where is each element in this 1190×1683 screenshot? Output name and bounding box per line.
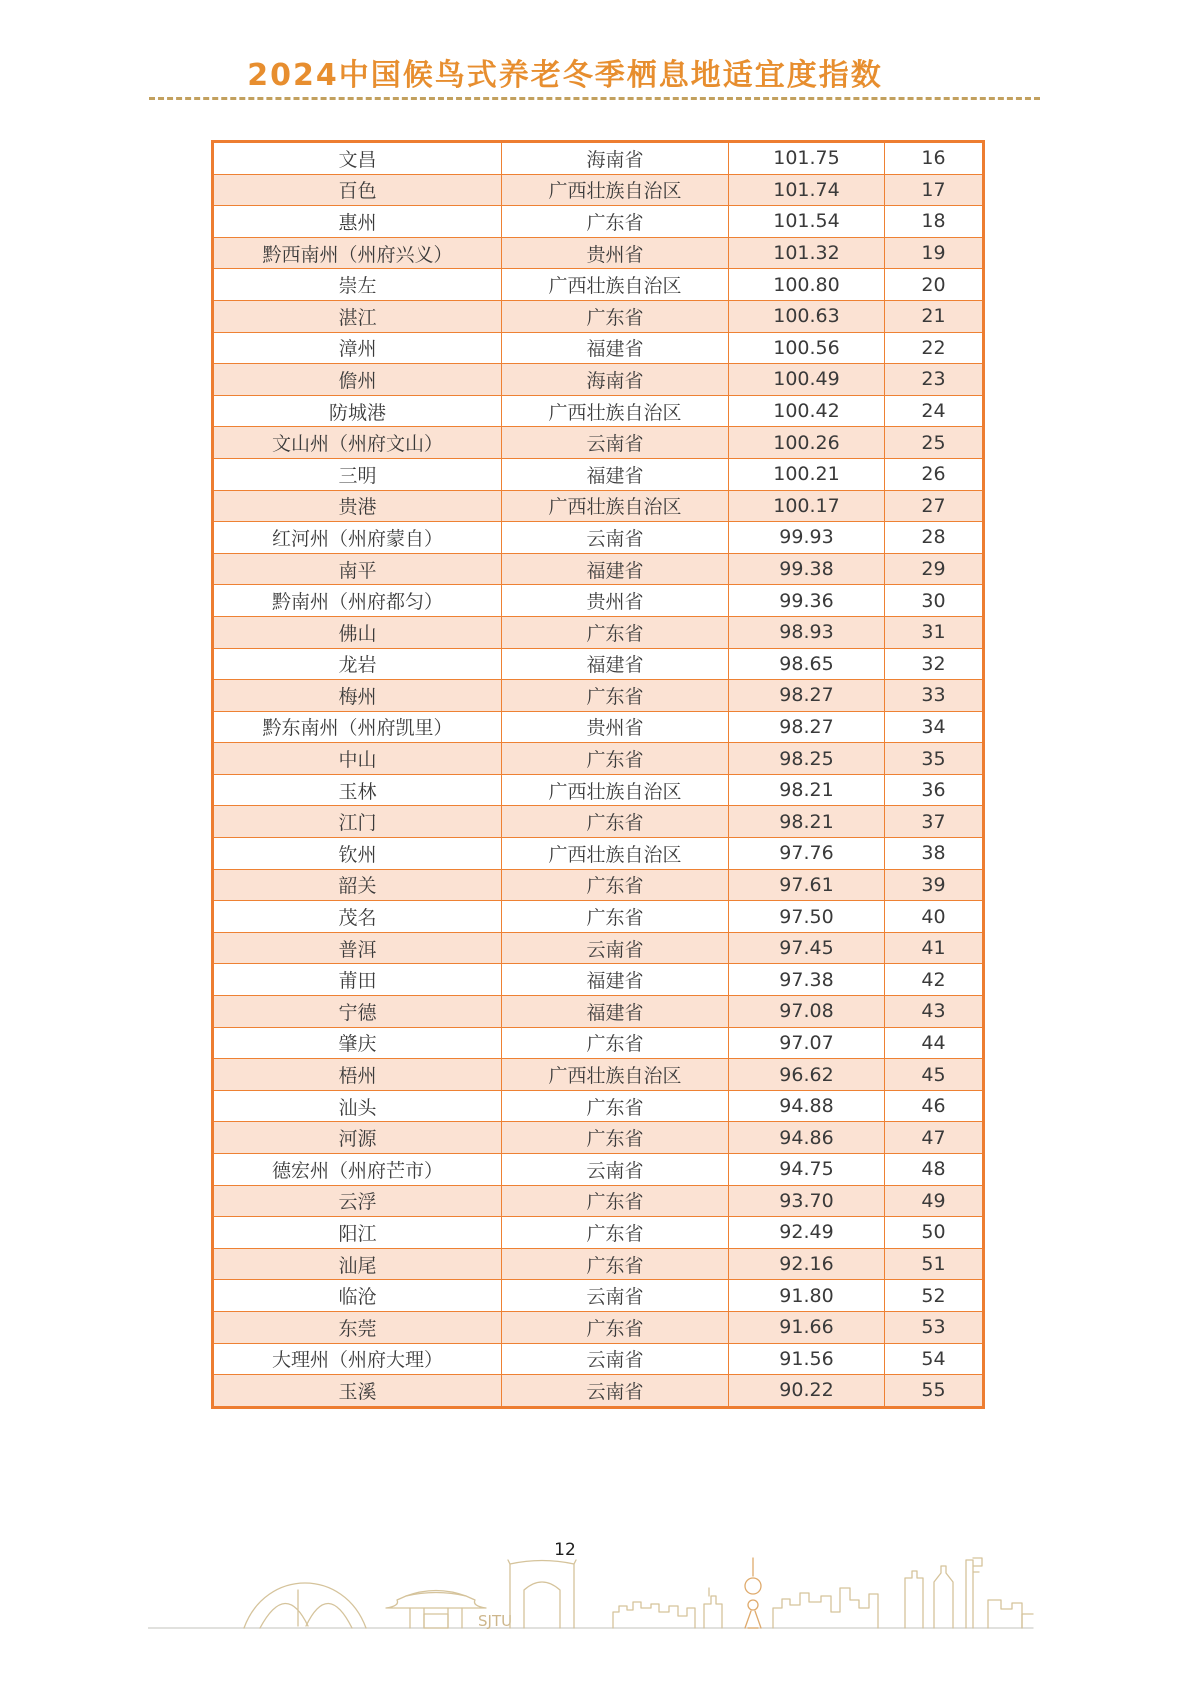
table-row [213, 553, 984, 585]
index-value-cell: 98.21 [729, 806, 885, 838]
province-cell: 云南省 [502, 1343, 729, 1375]
city-cell: 梧州 [213, 1059, 502, 1091]
province-cell: 贵州省 [502, 711, 729, 743]
table-row [213, 1090, 984, 1122]
province-cell: 广西壮族自治区 [502, 1059, 729, 1091]
city-cell: 文山州（州府文山） [213, 427, 502, 459]
table-row [213, 996, 984, 1028]
index-value-cell: 91.66 [729, 1311, 885, 1343]
rank-cell: 54 [885, 1343, 984, 1375]
province-cell: 云南省 [502, 427, 729, 459]
index-value-cell: 98.21 [729, 774, 885, 806]
province-cell: 云南省 [502, 522, 729, 554]
dashed-divider [149, 97, 1040, 100]
city-cell: 钦州 [213, 838, 502, 870]
city-cell: 黔西南州（州府兴义） [213, 237, 502, 269]
city-cell: 莆田 [213, 964, 502, 996]
rank-cell: 33 [885, 680, 984, 712]
table-row [213, 142, 984, 175]
rank-cell: 40 [885, 901, 984, 933]
province-cell: 广西壮族自治区 [502, 269, 729, 301]
province-cell: 贵州省 [502, 237, 729, 269]
rank-cell: 53 [885, 1311, 984, 1343]
province-cell: 广东省 [502, 300, 729, 332]
city-cell: 黔东南州（州府凯里） [213, 711, 502, 743]
index-value-cell: 100.17 [729, 490, 885, 522]
page-title: 2024中国候鸟式养老冬季栖息地适宜度指数 [247, 58, 883, 93]
table-row [213, 964, 984, 996]
rank-cell: 39 [885, 869, 984, 901]
table-row [213, 869, 984, 901]
table-row [213, 1185, 984, 1217]
table-row [213, 1343, 984, 1375]
province-cell: 云南省 [502, 1375, 729, 1408]
table-row [213, 1217, 984, 1249]
province-cell: 广东省 [502, 806, 729, 838]
table-row [213, 648, 984, 680]
province-cell: 云南省 [502, 1280, 729, 1312]
province-cell: 海南省 [502, 142, 729, 175]
rank-cell: 26 [885, 458, 984, 490]
rank-cell: 27 [885, 490, 984, 522]
province-cell: 广东省 [502, 901, 729, 933]
province-cell: 广东省 [502, 616, 729, 648]
rank-cell: 36 [885, 774, 984, 806]
rank-cell: 16 [885, 142, 984, 175]
province-cell: 广西壮族自治区 [502, 838, 729, 870]
city-cell: 大理州（州府大理） [213, 1343, 502, 1375]
table-row [213, 932, 984, 964]
city-skyline-artwork [148, 1550, 1038, 1638]
province-cell: 云南省 [502, 1154, 729, 1186]
table-row [213, 1027, 984, 1059]
city-cell: 南平 [213, 553, 502, 585]
index-value-cell: 98.27 [729, 680, 885, 712]
index-value-cell: 100.63 [729, 300, 885, 332]
index-value-cell: 101.75 [729, 142, 885, 175]
rank-cell: 35 [885, 743, 984, 775]
index-value-cell: 99.36 [729, 585, 885, 617]
index-value-cell: 100.42 [729, 395, 885, 427]
province-cell: 广东省 [502, 680, 729, 712]
city-cell: 梅州 [213, 680, 502, 712]
index-value-cell: 101.74 [729, 174, 885, 206]
rank-cell: 24 [885, 395, 984, 427]
table-row [213, 364, 984, 396]
city-cell: 漳州 [213, 332, 502, 364]
city-cell: 汕尾 [213, 1248, 502, 1280]
table-row [213, 585, 984, 617]
city-cell: 儋州 [213, 364, 502, 396]
province-cell: 广东省 [502, 1311, 729, 1343]
index-value-cell: 93.70 [729, 1185, 885, 1217]
city-cell: 阳江 [213, 1217, 502, 1249]
table-row [213, 522, 984, 554]
index-value-cell: 100.21 [729, 458, 885, 490]
index-value-cell: 98.93 [729, 616, 885, 648]
rank-cell: 48 [885, 1154, 984, 1186]
city-cell: 惠州 [213, 206, 502, 238]
index-value-cell: 97.38 [729, 964, 885, 996]
province-cell: 广东省 [502, 743, 729, 775]
city-cell: 普洱 [213, 932, 502, 964]
city-cell: 临沧 [213, 1280, 502, 1312]
city-cell: 百色 [213, 174, 502, 206]
index-value-cell: 97.45 [729, 932, 885, 964]
province-cell: 广西壮族自治区 [502, 395, 729, 427]
rank-cell: 17 [885, 174, 984, 206]
table-row [213, 427, 984, 459]
city-cell: 玉林 [213, 774, 502, 806]
city-cell: 湛江 [213, 300, 502, 332]
table-row [213, 1122, 984, 1154]
city-cell: 东莞 [213, 1311, 502, 1343]
city-cell: 黔南州（州府都匀） [213, 585, 502, 617]
province-cell: 广西壮族自治区 [502, 490, 729, 522]
index-value-cell: 97.76 [729, 838, 885, 870]
index-value-cell: 90.22 [729, 1375, 885, 1408]
city-cell: 肇庆 [213, 1027, 502, 1059]
rank-cell: 18 [885, 206, 984, 238]
table-row [213, 174, 984, 206]
province-cell: 广东省 [502, 1248, 729, 1280]
province-cell: 广西壮族自治区 [502, 774, 729, 806]
index-value-cell: 97.50 [729, 901, 885, 933]
rank-cell: 31 [885, 616, 984, 648]
province-cell: 广东省 [502, 869, 729, 901]
index-value-cell: 99.93 [729, 522, 885, 554]
index-value-cell: 91.56 [729, 1343, 885, 1375]
table-row [213, 206, 984, 238]
rank-cell: 51 [885, 1248, 984, 1280]
table-row [213, 1248, 984, 1280]
province-cell: 广东省 [502, 206, 729, 238]
index-value-cell: 94.88 [729, 1090, 885, 1122]
city-cell: 汕头 [213, 1090, 502, 1122]
city-cell: 云浮 [213, 1185, 502, 1217]
ranking-table [211, 140, 985, 1409]
city-cell: 玉溪 [213, 1375, 502, 1408]
table-row [213, 269, 984, 301]
table-row [213, 616, 984, 648]
index-value-cell: 98.27 [729, 711, 885, 743]
province-cell: 广西壮族自治区 [502, 174, 729, 206]
province-cell: 福建省 [502, 964, 729, 996]
table-row [213, 774, 984, 806]
province-cell: 广东省 [502, 1090, 729, 1122]
city-cell: 河源 [213, 1122, 502, 1154]
page-number: 12 [554, 1540, 576, 1560]
index-value-cell: 101.32 [729, 237, 885, 269]
rank-cell: 38 [885, 838, 984, 870]
table-row [213, 743, 984, 775]
province-cell: 云南省 [502, 932, 729, 964]
table-row [213, 395, 984, 427]
table-row [213, 901, 984, 933]
province-cell: 广东省 [502, 1185, 729, 1217]
table-row [213, 458, 984, 490]
rank-cell: 20 [885, 269, 984, 301]
rank-cell: 43 [885, 996, 984, 1028]
table-row [213, 806, 984, 838]
rank-cell: 19 [885, 237, 984, 269]
province-cell: 广东省 [502, 1217, 729, 1249]
city-cell: 龙岩 [213, 648, 502, 680]
table-row [213, 332, 984, 364]
province-cell: 福建省 [502, 648, 729, 680]
province-cell: 福建省 [502, 458, 729, 490]
city-cell: 韶关 [213, 869, 502, 901]
province-cell: 广东省 [502, 1122, 729, 1154]
index-value-cell: 98.65 [729, 648, 885, 680]
table-row [213, 300, 984, 332]
city-cell: 三明 [213, 458, 502, 490]
table-row [213, 1059, 984, 1091]
rank-cell: 55 [885, 1375, 984, 1408]
table-row [213, 680, 984, 712]
rank-cell: 34 [885, 711, 984, 743]
province-cell: 贵州省 [502, 585, 729, 617]
index-value-cell: 91.80 [729, 1280, 885, 1312]
index-value-cell: 99.38 [729, 553, 885, 585]
city-cell: 江门 [213, 806, 502, 838]
table-row [213, 711, 984, 743]
city-cell: 文昌 [213, 142, 502, 175]
rank-cell: 21 [885, 300, 984, 332]
rank-cell: 25 [885, 427, 984, 459]
province-cell: 广东省 [502, 1027, 729, 1059]
index-value-cell: 97.07 [729, 1027, 885, 1059]
index-value-cell: 100.80 [729, 269, 885, 301]
index-value-cell: 101.54 [729, 206, 885, 238]
rank-cell: 46 [885, 1090, 984, 1122]
index-value-cell: 98.25 [729, 743, 885, 775]
city-cell: 佛山 [213, 616, 502, 648]
index-value-cell: 100.26 [729, 427, 885, 459]
rank-cell: 42 [885, 964, 984, 996]
rank-cell: 29 [885, 553, 984, 585]
table-row [213, 237, 984, 269]
rank-cell: 22 [885, 332, 984, 364]
province-cell: 福建省 [502, 332, 729, 364]
table-row [213, 1375, 984, 1408]
city-cell: 防城港 [213, 395, 502, 427]
city-cell: 崇左 [213, 269, 502, 301]
rank-cell: 41 [885, 932, 984, 964]
index-value-cell: 92.16 [729, 1248, 885, 1280]
rank-cell: 44 [885, 1027, 984, 1059]
city-cell: 德宏州（州府芒市） [213, 1154, 502, 1186]
city-cell: 红河州（州府蒙自） [213, 522, 502, 554]
table-row [213, 490, 984, 522]
province-cell: 福建省 [502, 996, 729, 1028]
city-cell: 茂名 [213, 901, 502, 933]
index-value-cell: 96.62 [729, 1059, 885, 1091]
rank-cell: 52 [885, 1280, 984, 1312]
index-value-cell: 100.49 [729, 364, 885, 396]
sjtu-watermark: SJTU [478, 1612, 513, 1630]
rank-cell: 37 [885, 806, 984, 838]
index-value-cell: 94.86 [729, 1122, 885, 1154]
province-cell: 海南省 [502, 364, 729, 396]
city-cell: 中山 [213, 743, 502, 775]
rank-cell: 28 [885, 522, 984, 554]
index-value-cell: 97.61 [729, 869, 885, 901]
rank-cell: 47 [885, 1122, 984, 1154]
rank-cell: 30 [885, 585, 984, 617]
province-cell: 福建省 [502, 553, 729, 585]
rank-cell: 45 [885, 1059, 984, 1091]
city-cell: 贵港 [213, 490, 502, 522]
index-value-cell: 92.49 [729, 1217, 885, 1249]
table-row [213, 1280, 984, 1312]
table-row [213, 1311, 984, 1343]
index-value-cell: 94.75 [729, 1154, 885, 1186]
city-cell: 宁德 [213, 996, 502, 1028]
rank-cell: 49 [885, 1185, 984, 1217]
table-row [213, 1154, 984, 1186]
rank-cell: 23 [885, 364, 984, 396]
table-row [213, 838, 984, 870]
rank-cell: 32 [885, 648, 984, 680]
rank-cell: 50 [885, 1217, 984, 1249]
index-value-cell: 97.08 [729, 996, 885, 1028]
index-value-cell: 100.56 [729, 332, 885, 364]
